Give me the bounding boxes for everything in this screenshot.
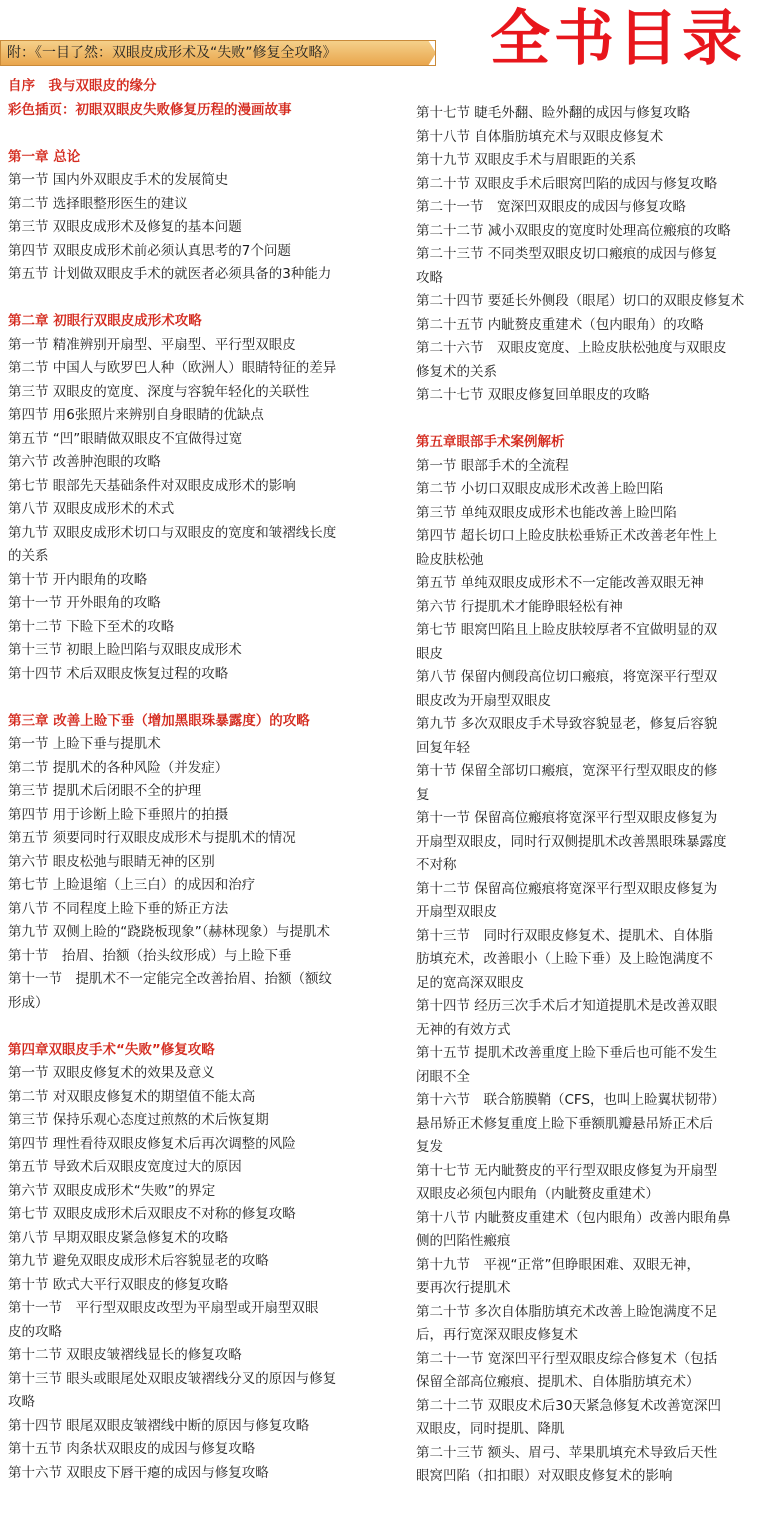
toc-entry: 闭眼不全 <box>416 1068 470 1085</box>
toc-entry: 睑皮肤松弛 <box>416 551 484 568</box>
toc-entry: 第十八节 内眦赘皮重建术（包内眼角）改善内眼角鼻 <box>416 1209 731 1226</box>
chapter-heading: 第二章 初眼行双眼皮成形术攻略 <box>8 313 202 329</box>
toc-entry: 第十三节 初眼上睑凹陷与双眼皮成形术 <box>8 642 242 658</box>
toc-entry: 第三节 单纯双眼皮成形术也能改善上睑凹陷 <box>416 504 677 521</box>
toc-entry: 第二节 小切口双眼皮成形术改善上睑凹陷 <box>416 481 664 497</box>
section-gap <box>8 1015 386 1039</box>
toc-entry: 第二十五节 内眦赘皮重建术（包内眼角）的攻略 <box>416 316 704 333</box>
toc-entry: 形成） <box>8 994 49 1011</box>
toc-entry: 第十节 抬眉、抬额（抬头纹形成）与上睑下垂 <box>8 947 292 964</box>
toc-entry: 第十五节 肉条状双眼皮的成因与修复攻略 <box>8 1441 256 1457</box>
toc-entry: 第二十六节 双眼皮宽度、上睑皮肤松弛度与双眼皮 <box>416 340 727 356</box>
toc-entry: 皮的攻略 <box>8 1323 62 1340</box>
toc-entry: 第十二节 下睑下至术的攻略 <box>8 618 175 635</box>
toc-entry: 不对称 <box>416 857 457 873</box>
toc-entry: 第十一节 平行型双眼皮改型为平扇型或开扇型双眼 <box>8 1300 319 1316</box>
chapter-heading: 第四章双眼皮手术“失败”修复攻略 <box>8 1041 215 1058</box>
toc-right-column <box>416 102 778 1489</box>
toc-entry: 第二节 对双眼皮修复术的期望值不能太高 <box>8 1088 256 1105</box>
toc-entry: 侧的凹陷性瘢痕 <box>416 1233 511 1249</box>
toc-entry: 第二十七节 双眼皮修复回单眼皮的攻略 <box>416 387 650 403</box>
toc-entry: 攻略 <box>416 269 443 286</box>
toc-entry: 第十六节 双眼皮下唇干瘪的成因与修复攻略 <box>8 1464 269 1481</box>
toc-entry: 双眼皮必须包内眼角（内眦赘皮重建术） <box>416 1186 659 1202</box>
toc-entry: 第十六节 联合筋膜鞘（CFS，也叫上睑翼状韧带） <box>416 1092 726 1108</box>
toc-entry: 第十节 保留全部切口瘢痕，宽深平行型双眼皮的修 <box>416 763 718 779</box>
section-gap <box>416 408 778 432</box>
toc-entry: 第二节 选择眼整形医生的建议 <box>8 195 188 212</box>
toc-entry: 开扇型双眼皮，同时行双侧提肌术改善黑眼珠暴露度 <box>416 833 727 850</box>
toc-entry: 第十一节 保留高位瘢痕将宽深平行型双眼皮修复为 <box>416 810 718 826</box>
toc-entry: 第十一节 提肌术不一定能完全改善抬眉、抬额（额纹 <box>8 971 332 987</box>
toc-entry: 第十八节 自体脂肪填充术与双眼皮修复术 <box>416 128 664 145</box>
toc-entry: 第九节 多次双眼皮手术导致容貌显老，修复后容貌 <box>416 716 718 732</box>
toc-entry: 开扇型双眼皮 <box>416 904 497 920</box>
toc-entry: 复 <box>416 786 430 803</box>
toc-entry: 第三节 双眼皮的宽度、深度与容貌年轻化的关联性 <box>8 383 310 400</box>
toc-entry: 第十一节 开外眼角的攻略 <box>8 595 161 611</box>
toc-entry: 第五节 导致术后双眼皮宽度过大的原因 <box>8 1159 242 1175</box>
toc-entry: 第十三节 眼头或眼尾处双眼皮皱褶线分叉的原因与修复 <box>8 1370 337 1387</box>
toc-entry: 第五节 计划做双眼皮手术的就医者必须具备的3种能力 <box>8 266 332 282</box>
toc-entry: 第六节 行提肌术才能睁眼轻松有神 <box>416 598 623 615</box>
toc-entry: 眼窝凹陷（扣扣眼）对双眼皮修复术的影响 <box>416 1468 673 1484</box>
toc-entry: 第一节 双眼皮修复术的效果及意义 <box>8 1065 215 1081</box>
page-title: 全书目录 <box>490 4 746 74</box>
toc-entry: 第九节 双眼皮成形术切口与双眼皮的宽度和皱褶线长度 <box>8 524 337 541</box>
toc-entry: 第十九节 双眼皮手术与眉眼距的关系 <box>416 152 637 168</box>
toc-entry: 第十三节 同时行双眼皮修复术、提肌术、自体脂 <box>416 927 713 944</box>
toc-entry: 保留全部高位瘢痕、提肌术、自体脂肪填充术） <box>416 1374 700 1390</box>
toc-entry: 后，再行宽深双眼皮修复术 <box>416 1327 578 1343</box>
toc-entry: 第二十三节 不同类型双眼皮切口瘢痕的成因与修复 <box>416 246 718 262</box>
toc-entry: 第一节 精准辨别开扇型、平扇型、平行型双眼皮 <box>8 336 296 353</box>
toc-entry: 第八节 不同程度上睑下垂的矫正方法 <box>8 900 229 917</box>
toc-entry: 眼皮改为开扇型双眼皮 <box>416 692 551 709</box>
toc-entry: 双眼皮，同时提肌、降肌 <box>416 1421 565 1437</box>
toc-entry: 第四节 用6张照片来辨别自身眼睛的优缺点 <box>8 407 264 423</box>
toc-entry: 修复术的关系 <box>416 363 497 380</box>
toc-entry: 第七节 双眼皮成形术后双眼皮不对称的修复攻略 <box>8 1206 296 1222</box>
toc-entry: 第十七节 无内眦赘皮的平行型双眼皮修复为开扇型 <box>416 1162 718 1179</box>
toc-entry: 第十九节 平视“正常”但睁眼困难、双眼无神， <box>416 1256 700 1273</box>
chapter-heading: 第一章 总论 <box>8 148 81 165</box>
toc-entry: 第四节 用于诊断上睑下垂照片的拍摄 <box>8 806 229 823</box>
toc-entry: 回复年轻 <box>416 739 470 756</box>
toc-entry: 攻略 <box>8 1394 35 1410</box>
toc-entry: 要再次行提肌术 <box>416 1280 511 1296</box>
toc-entry: 第一节 眼部手术的全流程 <box>416 457 569 474</box>
toc-entry: 第十二节 保留高位瘢痕将宽深平行型双眼皮修复为 <box>416 880 718 897</box>
toc-entry: 第十七节 睫毛外翻、睑外翻的成因与修复攻略 <box>416 105 691 121</box>
chapter-heading: 第五章眼部手术案例解析 <box>416 434 565 450</box>
toc-entry: 第六节 改善肿泡眼的攻略 <box>8 454 161 470</box>
toc-entry: 第九节 避免双眼皮成形术后容貌显老的攻略 <box>8 1253 269 1269</box>
toc-entry: 第四节 双眼皮成形术前必须认真思考的7个问题 <box>8 242 291 259</box>
toc-entry: 第七节 眼窝凹陷且上睑皮肤较厚者不宜做明显的双 <box>416 622 718 638</box>
toc-entry: 第一节 上睑下垂与提肌术 <box>8 736 161 752</box>
toc-entry: 第十节 欧式大平行双眼皮的修复攻略 <box>8 1276 229 1293</box>
toc-entry: 眼皮 <box>416 645 443 662</box>
toc-entry: 第二节 中国人与欧罗巴人种（欧洲人）眼睛特征的差异 <box>8 360 337 376</box>
chapter-heading: 彩色插页：初眼双眼皮失败修复历程的漫画故事 <box>8 101 292 118</box>
chapter-heading: 第三章 改善上睑下垂（增加黑眼珠暴露度）的攻略 <box>8 712 310 729</box>
toc-entry: 第二节 提肌术的各种风险（并发症） <box>8 759 229 776</box>
section-gap <box>8 686 386 710</box>
toc-entry: 第二十节 多次自体脂肪填充术改善上睑饱满度不足 <box>416 1303 718 1320</box>
toc-entry: 第二十一节 宽深凹平行型双眼皮综合修复术（包括 <box>416 1350 718 1367</box>
toc-entry: 第三节 双眼皮成形术及修复的基本问题 <box>8 219 242 235</box>
section-gap <box>8 122 386 146</box>
toc-entry: 第五节 “凹”眼睛做双眼皮不宜做得过宽 <box>8 430 243 447</box>
toc-entry: 第十二节 双眼皮皱褶线显长的修复攻略 <box>8 1347 242 1363</box>
toc-entry: 第五节 须要同时行双眼皮成形术与提肌术的情况 <box>8 830 296 846</box>
toc-entry: 第七节 眼部先天基础条件对双眼皮成形术的影响 <box>8 477 296 494</box>
toc-entry: 第三节 提肌术后闭眼不全的护理 <box>8 783 202 799</box>
toc-entry: 复发 <box>416 1139 443 1155</box>
section-gap <box>8 287 386 311</box>
toc-entry: 第九节 双侧上睑的“跷跷板现象”（赫林现象）与提肌术 <box>8 924 331 940</box>
toc-entry: 第五节 单纯双眼皮成形术不一定能改善双眼无神 <box>416 575 704 591</box>
toc-entry: 无神的有效方式 <box>416 1021 511 1038</box>
toc-entry: 第八节 保留内侧段高位切口瘢痕，将宽深平行型双 <box>416 669 718 685</box>
toc-entry: 肪填充术，改善眼小（上睑下垂）及上睑饱满度不 <box>416 951 713 967</box>
toc-entry: 第十五节 提肌术改善重度上睑下垂后也可能不发生 <box>416 1045 718 1061</box>
toc-entry: 第二十四节 要延长外侧段（眼尾）切口的双眼皮修复术 <box>416 293 745 309</box>
toc-entry: 第八节 早期双眼皮紧急修复术的攻略 <box>8 1229 229 1246</box>
toc-entry: 第八节 双眼皮成形术的术式 <box>8 501 175 517</box>
book-title-banner: 附：《一目了然：双眼皮成形术及“失败”修复全攻略》 <box>0 40 436 66</box>
toc-entry: 第六节 眼皮松弛与眼睛无神的区别 <box>8 853 215 870</box>
toc-entry: 第二十二节 双眼皮术后30天紧急修复术改善宽深凹 <box>416 1397 721 1414</box>
toc-left-column <box>8 75 386 1485</box>
toc-entry: 第三节 保持乐观心态度过煎熬的术后恢复期 <box>8 1112 269 1128</box>
toc-entry: 的关系 <box>8 548 49 564</box>
toc-entry: 第十四节 眼尾双眼皮皱褶线中断的原因与修复攻略 <box>8 1417 310 1434</box>
toc-entry: 第十四节 经历三次手术后才知道提肌术是改善双眼 <box>416 998 718 1014</box>
toc-entry: 第二十节 双眼皮手术后眼窝凹陷的成因与修复攻略 <box>416 175 718 192</box>
toc-entry: 足的宽高深双眼皮 <box>416 974 524 991</box>
toc-entry: 第一节 国内外双眼皮手术的发展简史 <box>8 172 229 188</box>
toc-entry: 悬吊矫正术修复重度上睑下垂额肌瓣悬吊矫正术后 <box>416 1115 713 1132</box>
chapter-heading: 自序 我与双眼皮的缘分 <box>8 78 157 94</box>
toc-entry: 第二十二节 减小双眼皮的宽度时处理高位瘢痕的攻略 <box>416 222 731 239</box>
toc-entry: 第十节 开内眼角的攻略 <box>8 571 148 588</box>
toc-entry: 第四节 超长切口上睑皮肤松垂矫正术改善老年性上 <box>416 528 718 544</box>
toc-entry: 第七节 上睑退缩（上三白）的成因和治疗 <box>8 877 256 893</box>
toc-entry: 第二十一节 宽深凹双眼皮的成因与修复攻略 <box>416 199 686 215</box>
toc-entry: 第二十三节 额头、眉弓、苹果肌填充术导致后天性 <box>416 1444 718 1461</box>
toc-entry: 第十四节 术后双眼皮恢复过程的攻略 <box>8 665 229 682</box>
toc-entry: 第六节 双眼皮成形术“失败”的界定 <box>8 1182 216 1199</box>
toc-entry: 第四节 理性看待双眼皮修复术后再次调整的风险 <box>8 1135 296 1152</box>
